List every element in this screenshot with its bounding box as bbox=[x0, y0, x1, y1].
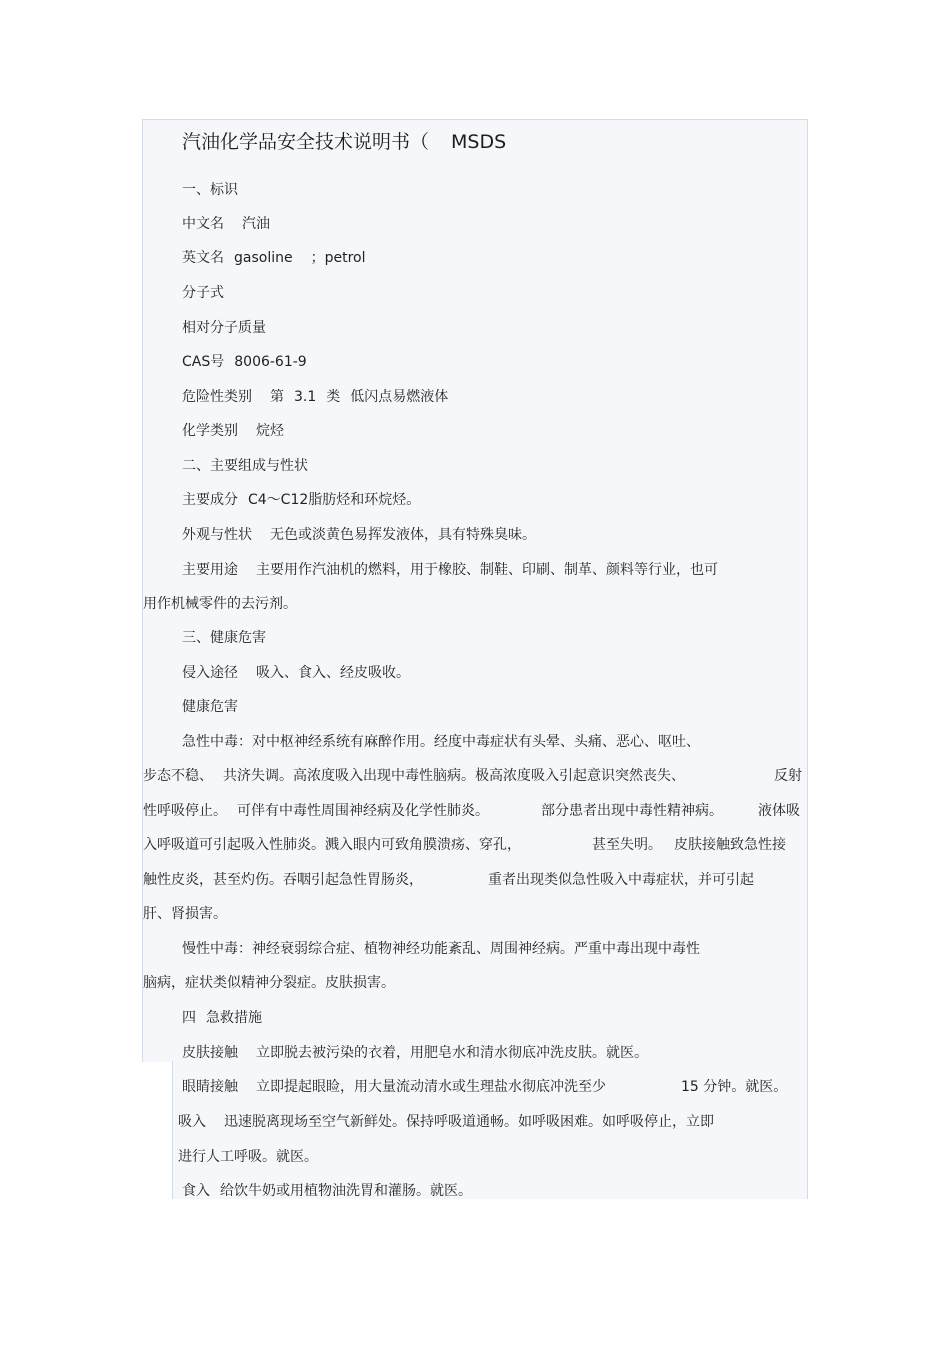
acute-line-2: 步态不稳、 共济失调。高浓度吸入出现中毒性脑病。极高浓度吸入引起意识突然丧失、 bbox=[143, 768, 685, 784]
acute-line-5-end: 重者出现类似急性吸入中毒症状，并可引起 bbox=[488, 872, 754, 888]
inhale-row: 吸入 迅速脱离现场至空气新鲜处。保持呼吸道通畅。如呼吸困难。如呼吸停止，立即 bbox=[178, 1114, 714, 1130]
eye-contact-row: 眼睛接触 立即提起眼睑，用大量流动清水或生理盐水彻底冲洗至少 bbox=[182, 1079, 606, 1095]
inhale-row-cont: 进行人工呼吸。就医。 bbox=[178, 1149, 318, 1165]
document-title bbox=[182, 129, 506, 155]
skin-contact-row: 皮肤接触 立即脱去被污染的衣着，用肥皂水和清水彻底冲洗皮肤。就医。 bbox=[182, 1045, 648, 1061]
acute-line-4: 入呼吸道可引起吸入性肺炎。溅入眼内可致角膜溃疡、穿孔， bbox=[143, 837, 521, 853]
hazard-class-row: 危险性类别 第 3.1 类 低闪点易燃液体 bbox=[182, 389, 449, 405]
usage-row-cont: 用作机械零件的去污剂。 bbox=[143, 596, 297, 612]
eye-contact-minutes: 15 分钟。就医。 bbox=[681, 1079, 788, 1095]
section2-heading: 二、主要组成与性状 bbox=[182, 458, 308, 474]
english-name-row: 英文名 gasoline ；petrol bbox=[182, 250, 366, 266]
molecular-mass-row: 相对分子质量 bbox=[182, 320, 266, 336]
usage-row: 主要用途 主要用作汽油机的燃料，用于橡胶、制鞋、印刷、制革、颜料等行业，也可 bbox=[182, 562, 718, 578]
section1-heading: 一、标识 bbox=[182, 182, 238, 198]
main-component-row: 主要成分 C4～C12脂肪烃和环烷烃。 bbox=[182, 492, 421, 508]
health-hazard-label: 健康危害 bbox=[182, 699, 238, 715]
section3-heading: 三、健康危害 bbox=[182, 630, 266, 646]
chem-class-row: 化学类别 烷烃 bbox=[182, 423, 284, 439]
acute-line-4-mid: 甚至失明。 bbox=[592, 837, 662, 853]
acute-line-1: 急性中毒：对中枢神经系统有麻醉作用。经度中毒症状有头晕、头痛、恶心、呕吐、 bbox=[182, 734, 700, 750]
appearance-row: 外观与性状 无色或淡黄色易挥发液体，具有特殊臭味。 bbox=[182, 527, 536, 543]
molecular-formula-row: 分子式 bbox=[182, 285, 224, 301]
route-row: 侵入途径 吸入、食入、经皮吸收。 bbox=[182, 665, 410, 681]
acute-line-3: 性呼吸停止。 可伴有中毒性周围神经病及化学性肺炎。 bbox=[143, 803, 489, 819]
acute-line-5: 触性皮炎，甚至灼伤。吞咽引起急性胃肠炎， bbox=[143, 872, 423, 888]
acute-line-3-mid: 部分患者出现中毒性精神病。 bbox=[541, 803, 723, 819]
cas-row: CAS号 8006-61-9 bbox=[182, 354, 307, 370]
title-main: 汽油化学品安全技术说明书（ bbox=[182, 131, 430, 153]
title-suffix: MSDS bbox=[451, 131, 507, 153]
acute-line-4-end: 皮肤接触致急性接 bbox=[674, 837, 786, 853]
acute-line-6: 肝、肾损害。 bbox=[143, 906, 227, 922]
acute-line-2-end: 反射 bbox=[774, 768, 802, 784]
chronic-line-2: 脑病，症状类似精神分裂症。皮肤损害。 bbox=[143, 975, 395, 991]
section4-heading: 四 急救措施 bbox=[182, 1010, 262, 1026]
chronic-line-1: 慢性中毒：神经衰弱综合症、植物神经功能紊乱、周围神经病。严重中毒出现中毒性 bbox=[182, 941, 700, 957]
acute-line-3-end: 液体吸 bbox=[758, 803, 800, 819]
ingest-row: 食入 给饮牛奶或用植物油洗胃和灌肠。就医。 bbox=[182, 1183, 472, 1199]
chinese-name-row: 中文名 汽油 bbox=[182, 216, 270, 232]
